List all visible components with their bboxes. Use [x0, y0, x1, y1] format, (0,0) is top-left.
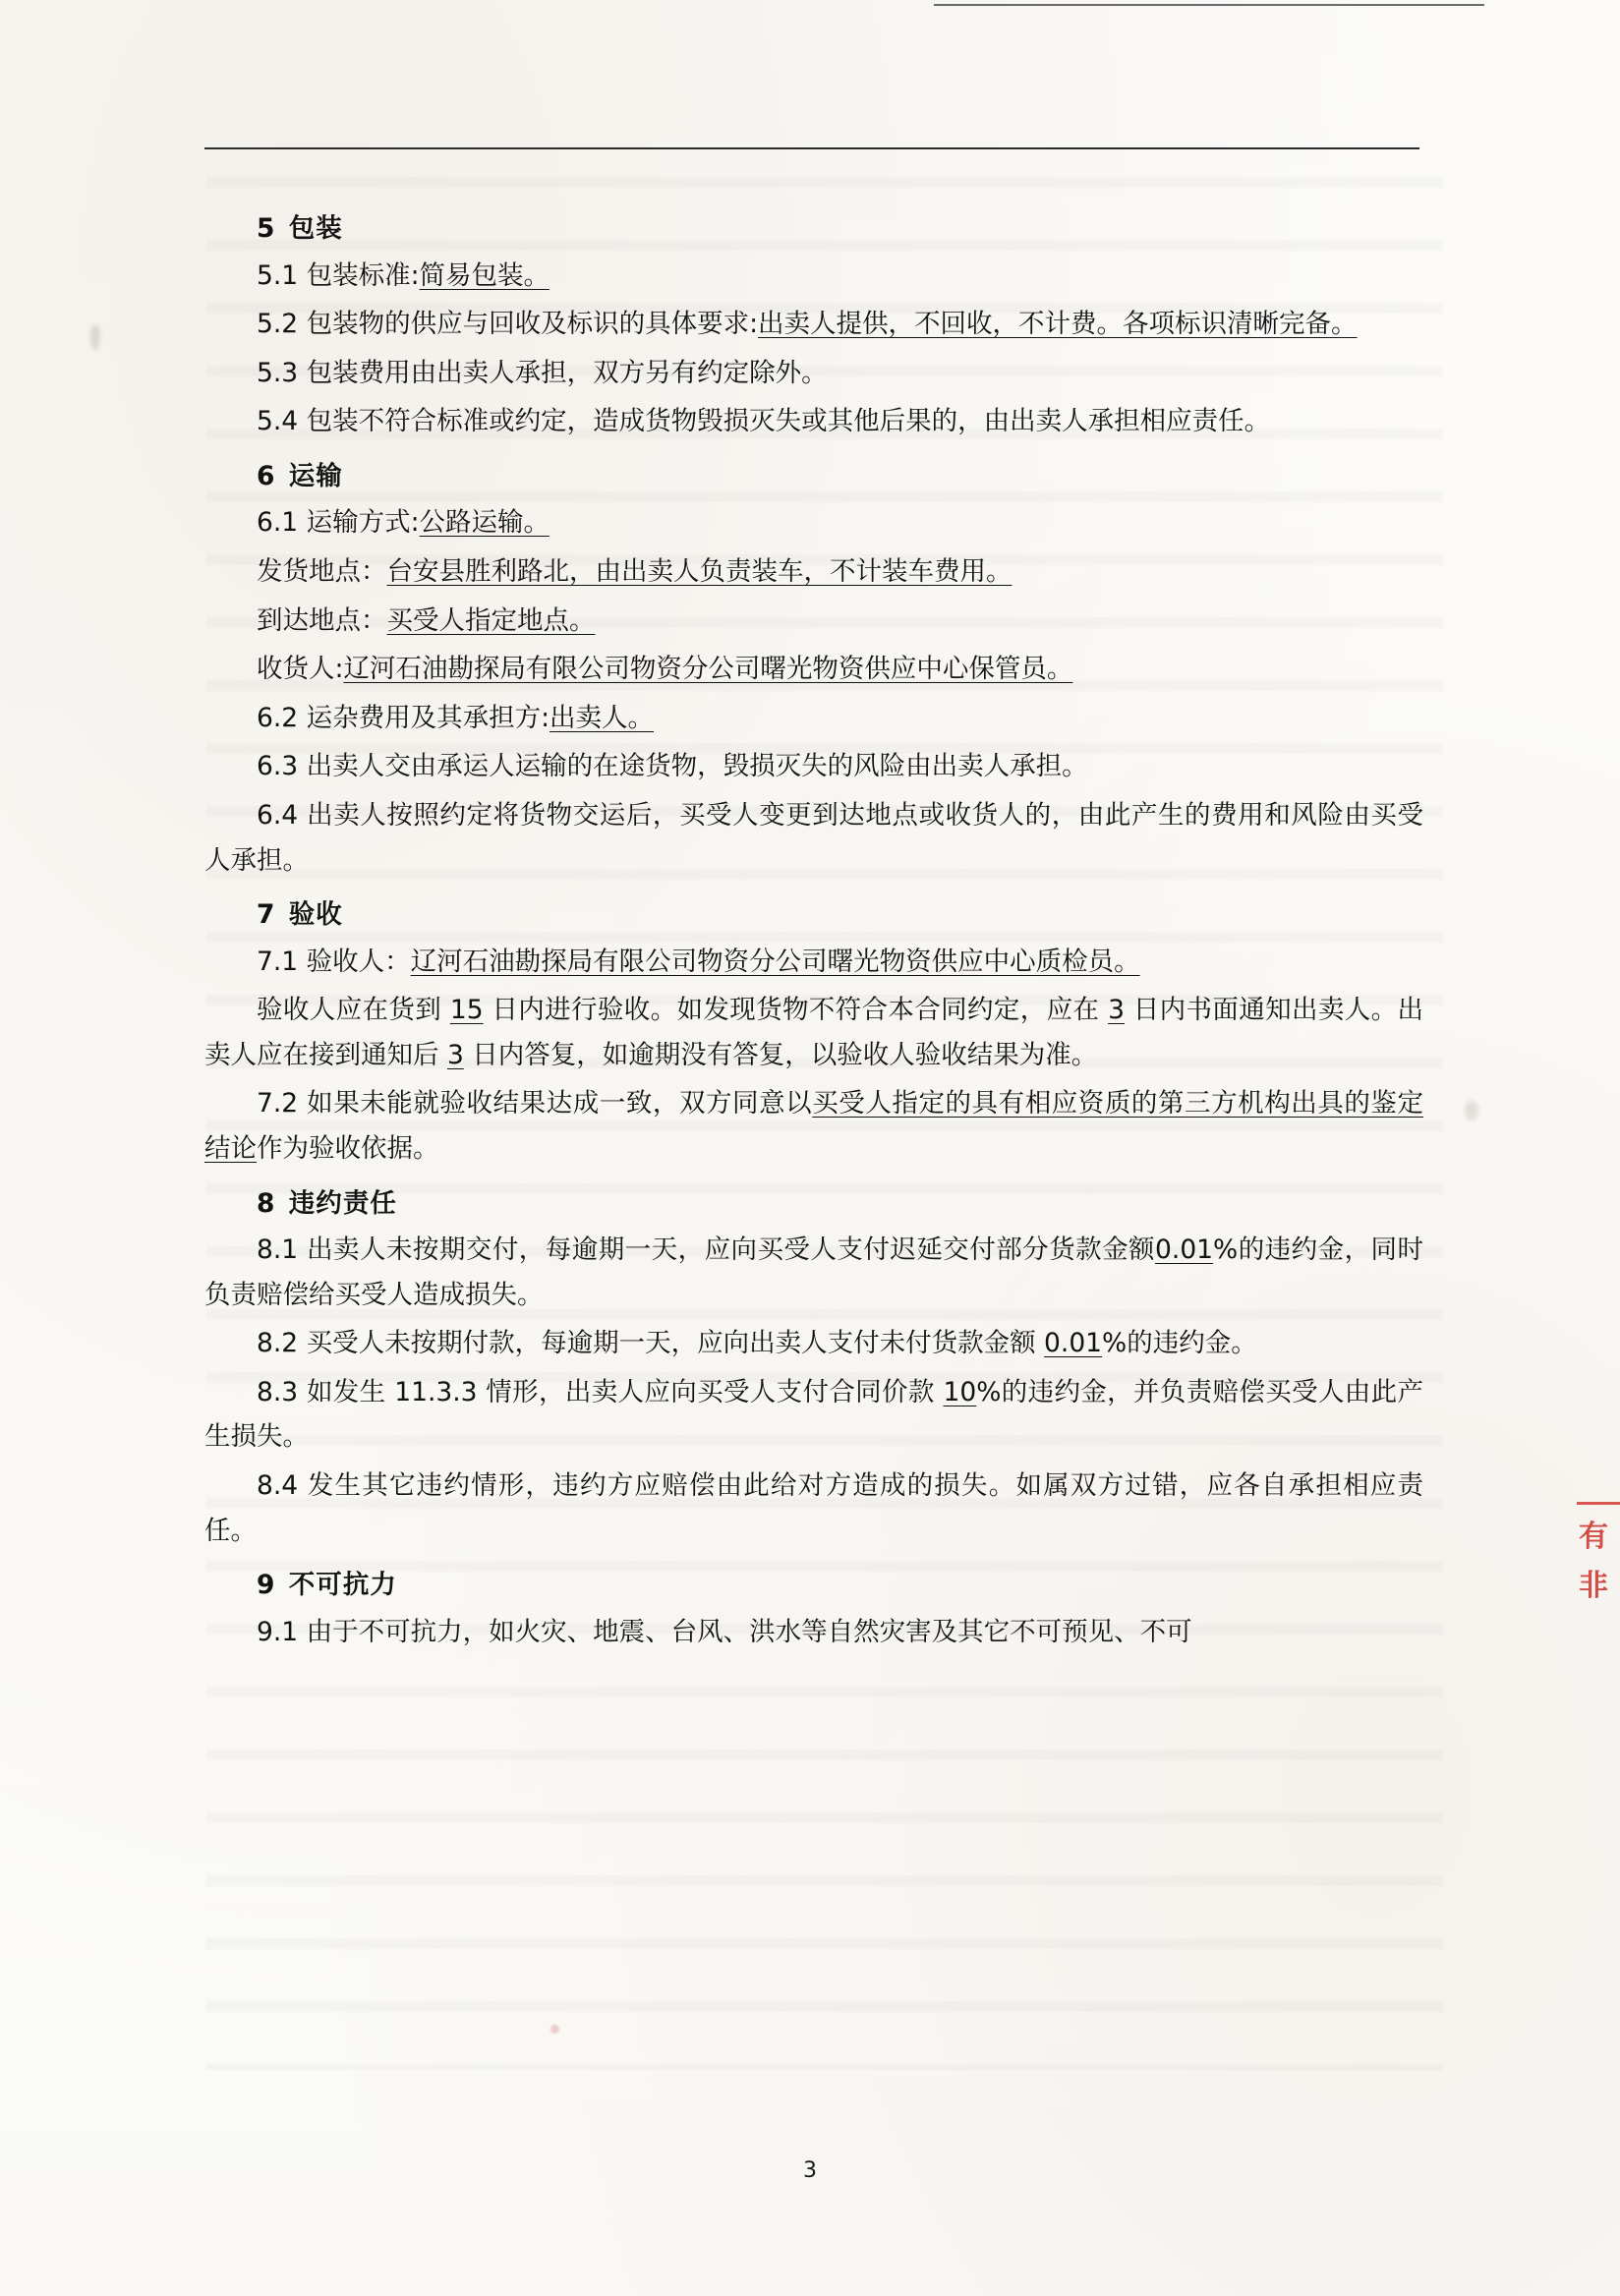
field-label: 收货人: [257, 654, 344, 685]
paper-smudge [90, 324, 100, 350]
section-title: 违约责任 [288, 1187, 397, 1219]
clause-5-2 [204, 302, 1423, 347]
clause-text: 包装不符合标准或约定，造成货物毁损灭失或其他后果的，由出卖人承担相应责任。 [306, 406, 1271, 437]
clause-fill-value: 简易包装。 [419, 259, 550, 291]
stamp-char-top: 有 [1579, 1520, 1608, 1554]
penalty-rate-value: 10 [943, 1376, 977, 1407]
clause-head: 运杂费用及其承担方: [306, 702, 550, 733]
paper-smudge [550, 2025, 559, 2034]
clause-5-1 [204, 254, 1423, 299]
header-rule [204, 147, 1419, 149]
section-heading-7 [204, 892, 1423, 938]
clause-6-destination [204, 599, 1423, 644]
clause-head: 包装物的供应与回收及标识的具体要求: [306, 309, 759, 340]
clause-label: 8.3 [257, 1376, 299, 1407]
clause-6-1 [204, 500, 1423, 545]
clause-fill-value: 公路运输。 [419, 507, 550, 539]
section-number: 9 [257, 1570, 276, 1601]
clause-text-part: 日内书面通知出卖人。出卖人应在接到通知后 [204, 995, 1423, 1070]
clause-underlined-part: 买受人指定的具有相应资质的第三 [812, 1088, 1212, 1119]
field-value: 买受人指定地点。 [386, 604, 596, 636]
section-title: 包装 [288, 213, 343, 244]
clause-text-part: %的违约金，同时负责赔偿给买受人造成损失。 [204, 1234, 1424, 1310]
clause-text-part: 日内答复，如逾期没有答复，以验收人验收结果为准。 [463, 1039, 1098, 1070]
penalty-rate-value: 0.01 [1155, 1234, 1214, 1266]
clause-text: 发生其它违约情形，违约方应赔偿由此给对方造成的损失。如属双方过错，应各自承担相应责任。 [204, 1470, 1424, 1546]
clause-label: 6.1 [257, 507, 299, 539]
reply-days-value: 3 [446, 1039, 464, 1070]
clause-label: 5.1 [257, 259, 299, 291]
clause-6-shipping-point [204, 549, 1423, 595]
clause-label: 6.3 [257, 751, 299, 782]
clause-fill-value: 出卖人提供，不回收，不计费。各项 [758, 309, 1176, 340]
section-number: 7 [257, 899, 276, 931]
clause-7-2 [204, 1081, 1423, 1171]
clause-text-part: 日内进行验收。如发现货物不符合本合同约定，应在 [483, 995, 1109, 1026]
clause-label: 7.1 [257, 946, 299, 977]
clause-text-part: 买受人未按期付款，每逾期一天，应向出卖人支付未付货款金额 [306, 1328, 1045, 1359]
notice-days-value: 3 [1108, 995, 1126, 1026]
clause-6-4 [204, 793, 1423, 883]
clause-text: 出卖人按照约定将货物交运后，买受人变更到达地点或收货人的，由此产生的费用和风险由买受人承担。 [204, 799, 1423, 876]
clause-underlined-part-cont: 方机构出具的鉴定结论 [204, 1088, 1423, 1164]
stamp-char-bottom: 非 [1579, 1569, 1608, 1603]
field-value: 辽河石油勘探局有限公司物资分公司曙光物资供应中心保管员。 [343, 654, 1073, 685]
clause-label: 5.3 [257, 357, 299, 388]
clause-label: 5.2 [257, 309, 299, 340]
penalty-rate-value: 0.01 [1044, 1328, 1103, 1359]
inspection-days-value: 15 [449, 995, 484, 1026]
clause-6-3 [204, 744, 1423, 789]
page-number: 3 [803, 2158, 817, 2183]
clause-6-2 [204, 696, 1423, 741]
clause-label: 5.4 [257, 406, 299, 437]
clause-text-part: 如果未能就验收结果达成一致，双方同意以 [307, 1088, 813, 1119]
stamp-border [1577, 1502, 1620, 1632]
clause-text-part: %的违约金。 [1102, 1328, 1257, 1359]
top-page-edge-line [934, 4, 1484, 6]
section-heading-5 [204, 206, 1423, 252]
field-label: 到达地点： [257, 604, 387, 636]
clause-8-3 [204, 1370, 1423, 1460]
clause-text: 出卖人交由承运人运输的在途货物，毁损灭失的风险由出卖人承担。 [306, 751, 1088, 782]
clause-text: 由于不可抗力，如火灾、地震、台风、洪水等自然灾害及其它不可预见、不可 [306, 1616, 1192, 1647]
clause-text: 包装费用由出卖人承担，双方另有约定除外。 [306, 357, 828, 388]
clause-head: 验收人： [306, 946, 411, 977]
section-heading-9 [204, 1563, 1423, 1608]
section-title: 不可抗力 [288, 1570, 397, 1601]
section-heading-8 [204, 1181, 1423, 1227]
section-title: 运输 [288, 460, 343, 491]
section-number: 5 [257, 213, 276, 244]
section-heading-6 [204, 454, 1423, 499]
clause-label: 8.1 [257, 1234, 299, 1266]
clause-text-part: 如发生 11.3.3 情形，出卖人应向买受人支付合同价款 [306, 1376, 944, 1407]
red-seal-stamp [1577, 1502, 1620, 1632]
contract-body [204, 197, 1423, 1658]
clause-7-1 [204, 940, 1423, 985]
clause-label: 8.2 [257, 1328, 299, 1359]
clause-fill-value-cont: 标识清晰完备。 [1175, 309, 1358, 340]
clause-label: 7.2 [257, 1088, 299, 1119]
clause-text-part: 验收人应在货到 [257, 995, 450, 1026]
clause-label: 9.1 [257, 1616, 299, 1647]
clause-8-2 [204, 1321, 1423, 1366]
section-title: 验收 [288, 899, 343, 931]
clause-label: 6.4 [257, 799, 299, 831]
clause-9-1 [204, 1610, 1423, 1655]
clause-text-part: %的违约金，并负责赔偿买受人由此产生损失。 [204, 1376, 1423, 1453]
field-value: 台安县胜利路北，由出卖人负责装车，不计装车费用。 [386, 556, 1012, 588]
clause-label: 8.4 [257, 1470, 299, 1502]
field-label: 发货地点： [257, 556, 387, 588]
clause-5-3 [204, 351, 1423, 396]
clause-label: 6.2 [257, 702, 299, 733]
clause-5-4 [204, 399, 1423, 444]
section-number: 8 [257, 1187, 276, 1219]
clause-head: 包装标准: [306, 259, 420, 291]
clause-7-inspection-terms [204, 988, 1423, 1077]
clause-8-1 [204, 1228, 1423, 1317]
paper-smudge [1465, 1101, 1478, 1120]
clause-text-part: 作为验收依据。 [257, 1132, 439, 1164]
clause-8-4 [204, 1464, 1423, 1553]
clause-fill-value: 出卖人。 [550, 702, 655, 733]
clause-text-part: 出卖人未按期交付，每逾期一天，应向买受人支付迟延交付部分货款金额 [307, 1234, 1156, 1266]
clause-head: 运输方式: [306, 507, 420, 539]
clause-6-consignee [204, 647, 1423, 692]
section-number: 6 [257, 460, 276, 491]
clause-fill-value: 辽河石油勘探局有限公司物资分公司曙光物资供应中心质检员。 [410, 946, 1140, 977]
